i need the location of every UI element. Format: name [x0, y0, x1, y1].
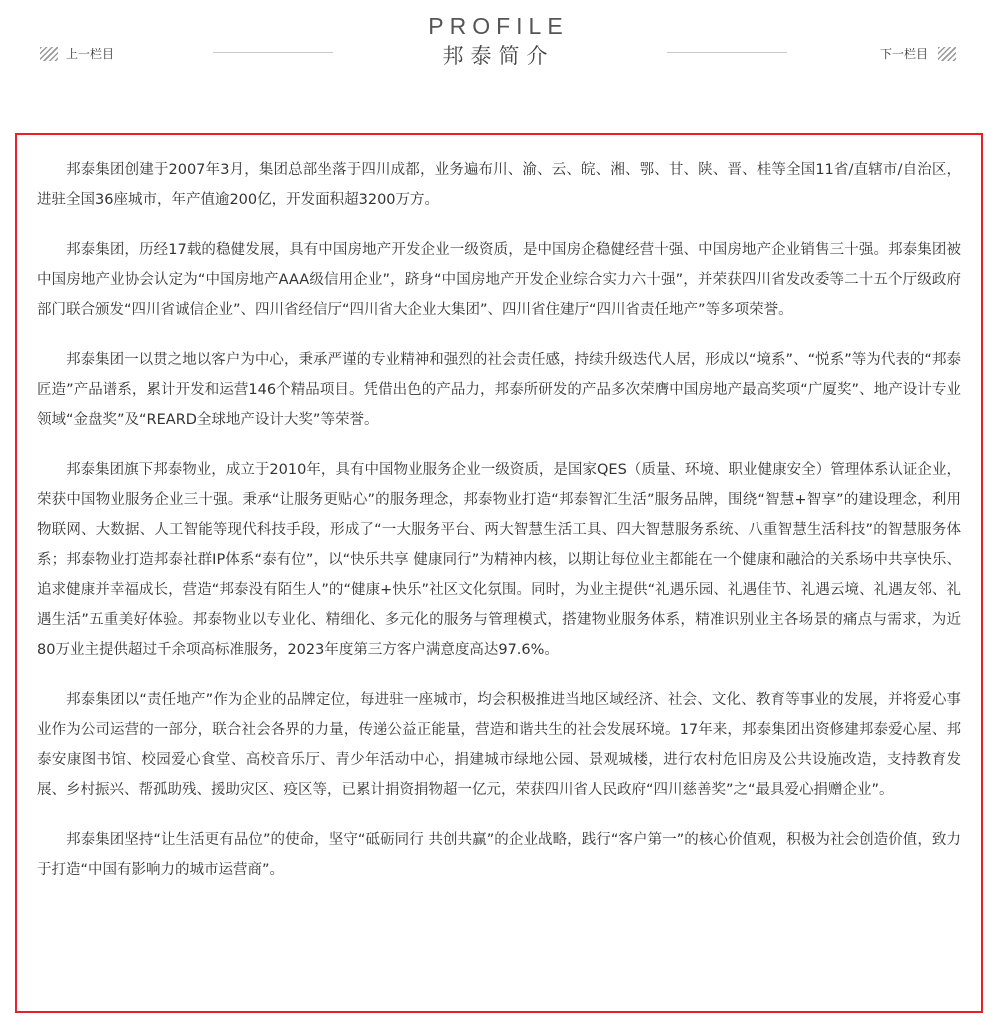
paragraph-intro: 邦泰集团创建于2007年3月，集团总部坐落于四川成都，业务遍布川、渝、云、皖、湘、鄂、甘、陕、晋、桂等全国11省/直辖市/自治区，进驻全国36座城市，年产值逾200亿，开发面积超3200万方。	[37, 162, 961, 208]
stripes-icon	[938, 47, 956, 61]
page-title-en: PROFILE	[428, 13, 569, 39]
paragraph-mission: 邦泰集团坚持“让生活更有品位”的使命，坚守“砥砺同行 共创共赢”的企业战略，践行“客户第一”的核心价值观，积极为社会创造价值，致力于打造“中国有影响力的城市运营商”。	[37, 832, 961, 878]
paragraph-honors: 邦泰集团，历经17载的稳健发展，具有中国房地产开发企业一级资质，是中国房企稳健经营十强、中国房地产企业销售三十强。邦泰集团被中国房地产业协会认定为“中国房地产AAA级信用企业”，跻身“中国房地产开发企业综合实力六十强”，并荣获四川省发改委等二十五个厅级政府部门联合颁发“四川省诚信企业”、四川省经信厅“四川省大企业大集团”、四川省住建厅“四川省责任地产”等多项荣誉。	[37, 242, 961, 318]
profile-content-box	[15, 133, 983, 1013]
paragraph-products: 邦泰集团一以贯之地以客户为中心，秉承严谨的专业精神和强烈的社会责任感，持续升级迭代人居，形成以“境系”、“悦系”等为代表的“邦泰匠造”产品谱系，累计开发和运营146个精品项目。凭借出色的产品力，邦泰所研发的产品多次荣膺中国房地产最高奖项“广厦奖”、地产设计专业领域“金盘奖”及“REARD全球地产设计大奖”等荣誉。	[37, 352, 961, 428]
paragraph-property-services: 邦泰集团旗下邦泰物业，成立于2010年，具有中国物业服务企业一级资质，是国家QES（质量、环境、职业健康安全）管理体系认证企业，荣获中国物业服务企业三十强。秉承“让服务更贴心”的服务理念，邦泰物业打造“邦泰智汇生活”服务品牌，围绕“智慧+智享”的建设理念，利用物联网、大数据、人工智能等现代科技手段，形成了“一大服务平台、两大智慧生活工具、四大智慧服务系统、八重智慧生活科技”的智慧服务体系；邦泰物业打造邦泰社群IP体系“泰有位”，以“快乐共享 健康同行”为精神内核，以期让每位业主都能在一个健康和融洽的关系场中共享快乐、追求健康并幸福成长，营造“邦泰没有陌生人”的“健康+快乐”社区文化氛围。同时，为业主提供“礼遇乐园、礼遇佳节、礼遇云境、礼遇友邻、礼遇生活”五重美好体验。邦泰物业以专业化、精细化、多元化的服务与管理模式，搭建物业服务体系，精准识别业主各场景的痛点与需求，为近80万业主提供超过千余项高标准服务，2023年度第三方客户满意度高达97.6%。	[37, 462, 961, 658]
profile-text	[37, 155, 961, 905]
page-header	[0, 0, 997, 90]
paragraph-social-responsibility: 邦泰集团以“责任地产”作为企业的品牌定位，每进驻一座城市，均会积极推进当地区域经济、社会、文化、教育等事业的发展，并将爱心事业作为公司运营的一部分，联合社会各界的力量，传递公益正能量，营造和谐共生的社会发展环境。17年来，邦泰集团出资修建邦泰爱心屋、邦泰安康图书馆、校园爱心食堂、高校音乐厅、青少年活动中心，捐建城市绿地公园、景观城楼，进行农村危旧房及公共设施改造，支持教育发展、乡村振兴、帮孤助残、援助灾区、疫区等，已累计捐资捐物超一亿元，荣获四川省人民政府“四川慈善奖”之“最具爱心捐赠企业”。	[37, 692, 961, 798]
next-section-label: 下一栏目	[880, 47, 929, 61]
next-section-link[interactable]	[880, 44, 956, 64]
page-title-cn: 邦泰简介	[442, 44, 555, 68]
divider-right	[667, 52, 787, 53]
prev-section-label: 上一栏目	[66, 47, 115, 61]
